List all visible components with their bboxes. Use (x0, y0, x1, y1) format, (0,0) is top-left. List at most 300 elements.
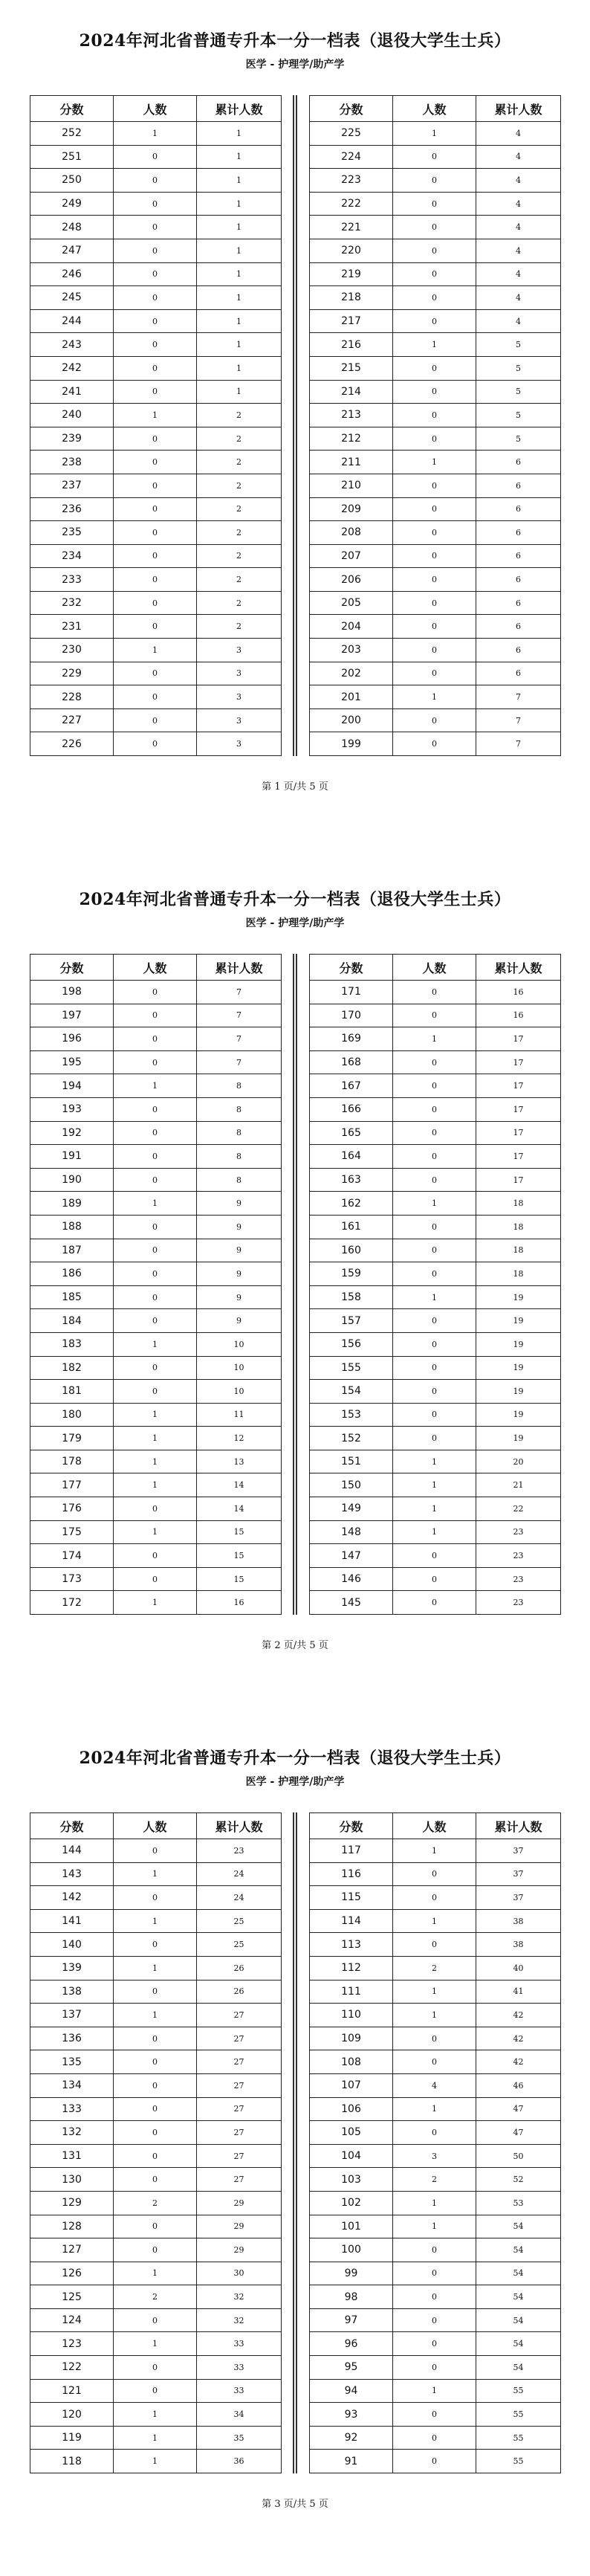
table-row (310, 1050, 561, 1074)
count-cell: 1 (393, 1909, 476, 1933)
table-row (30, 1262, 282, 1286)
score-cell: 170 (310, 1004, 393, 1027)
count-header: 人数 (393, 955, 476, 981)
count-cell: 0 (114, 662, 197, 685)
score-cell: 239 (30, 427, 114, 451)
count-cell: 0 (393, 1168, 476, 1192)
table-row (30, 685, 282, 709)
table-row (310, 1004, 561, 1027)
score-cell: 125 (30, 2285, 114, 2309)
score-cell: 224 (310, 145, 393, 169)
cumulative-cell: 1 (197, 145, 282, 169)
cumulative-cell: 34 (197, 2403, 282, 2427)
count-cell: 0 (114, 333, 197, 357)
table-row (30, 356, 282, 380)
score-cell: 216 (310, 333, 393, 357)
table-row (310, 1839, 561, 1863)
count-cell: 0 (393, 1356, 476, 1380)
cumulative-cell: 25 (197, 1933, 282, 1957)
table-row (30, 262, 282, 286)
cumulative-cell: 15 (197, 1520, 282, 1544)
count-cell: 1 (114, 1520, 197, 1544)
count-cell: 0 (393, 2308, 476, 2332)
cumulative-cell: 21 (476, 1473, 561, 1497)
count-cell: 1 (393, 1520, 476, 1544)
cumulative-cell: 35 (197, 2426, 282, 2450)
page-subtitle: 医学 - 护理学/助产学 (245, 917, 345, 929)
table-header-row (310, 96, 561, 122)
score-cell: 106 (310, 2097, 393, 2121)
score-cell: 180 (30, 1403, 114, 1427)
count-cell: 0 (393, 2238, 476, 2262)
table-row (30, 216, 282, 239)
table-row (310, 1567, 561, 1591)
cumulative-cell: 7 (197, 1027, 282, 1051)
count-cell: 1 (114, 1450, 197, 1473)
table-row (310, 2168, 561, 2192)
table-row (310, 2121, 561, 2145)
count-cell: 1 (393, 2191, 476, 2215)
count-cell: 1 (393, 1473, 476, 1497)
table-row (30, 1332, 282, 1356)
cumulative-cell: 5 (476, 356, 561, 380)
score-cell: 220 (310, 239, 393, 262)
cumulative-cell: 47 (476, 2121, 561, 2145)
score-cell: 115 (310, 1886, 393, 1910)
cumulative-cell: 27 (197, 2168, 282, 2192)
count-cell: 0 (114, 239, 197, 262)
score-cell: 124 (30, 2308, 114, 2332)
score-cell: 193 (30, 1097, 114, 1121)
score-cell: 245 (30, 286, 114, 310)
page-title: 2024年河北省普通专升本一分一档表（退役大学生士兵） (79, 890, 511, 909)
score-cell: 211 (310, 451, 393, 474)
cumulative-cell: 27 (197, 2073, 282, 2097)
cumulative-cell: 9 (197, 1262, 282, 1286)
count-cell: 0 (393, 662, 476, 685)
table-row (30, 2285, 282, 2309)
table-row (30, 1356, 282, 1380)
cumulative-cell: 5 (476, 427, 561, 451)
score-cell: 201 (310, 685, 393, 709)
score-cell: 174 (30, 1544, 114, 1568)
cumulative-header: 累计人数 (476, 955, 561, 981)
table-row (310, 239, 561, 262)
score-cell: 199 (310, 732, 393, 756)
table-row (30, 2191, 282, 2215)
table-row (310, 192, 561, 216)
count-cell: 0 (393, 1215, 476, 1239)
score-cell: 149 (310, 1497, 393, 1521)
cumulative-cell: 6 (476, 521, 561, 545)
cumulative-cell: 18 (476, 1215, 561, 1239)
score-cell: 187 (30, 1239, 114, 1262)
score-cell: 215 (310, 356, 393, 380)
score-cell: 203 (310, 639, 393, 662)
cumulative-cell: 18 (476, 1192, 561, 1216)
table-row (30, 2215, 282, 2238)
score-header: 分数 (30, 96, 114, 122)
score-cell: 154 (310, 1380, 393, 1404)
cumulative-cell: 1 (197, 262, 282, 286)
cumulative-cell: 15 (197, 1544, 282, 1568)
cumulative-cell: 4 (476, 262, 561, 286)
table-header-row (30, 955, 282, 981)
score-cell: 102 (310, 2191, 393, 2215)
cumulative-cell: 33 (197, 2356, 282, 2380)
table-row (310, 356, 561, 380)
score-cell: 195 (30, 1050, 114, 1074)
table-row (30, 1839, 282, 1863)
count-cell: 0 (393, 1262, 476, 1286)
score-cell: 189 (30, 1192, 114, 1216)
cumulative-cell: 29 (197, 2215, 282, 2238)
count-cell: 0 (393, 2050, 476, 2074)
table-row (310, 1544, 561, 1568)
cumulative-cell: 19 (476, 1403, 561, 1427)
table-row (310, 1262, 561, 1286)
table-row (30, 2097, 282, 2121)
table-row (310, 2050, 561, 2074)
count-cell: 0 (393, 239, 476, 262)
cumulative-cell: 20 (476, 1450, 561, 1473)
score-cell: 222 (310, 192, 393, 216)
cumulative-cell: 1 (197, 333, 282, 357)
count-cell: 0 (114, 544, 197, 568)
cumulative-cell: 8 (197, 1097, 282, 1121)
count-cell: 0 (393, 286, 476, 310)
table-row (310, 1192, 561, 1216)
table-row (30, 2004, 282, 2027)
table-row (310, 1450, 561, 1473)
cumulative-cell: 24 (197, 1886, 282, 1910)
table-row (30, 708, 282, 732)
score-cell: 197 (30, 1004, 114, 1027)
cumulative-cell: 16 (197, 1591, 282, 1615)
cumulative-cell: 13 (197, 1450, 282, 1473)
cumulative-cell: 1 (197, 216, 282, 239)
table-row (310, 1933, 561, 1957)
cumulative-cell: 10 (197, 1356, 282, 1380)
cumulative-cell: 7 (197, 1050, 282, 1074)
table-row (310, 732, 561, 756)
cumulative-cell: 6 (476, 615, 561, 639)
count-cell: 0 (114, 1239, 197, 1262)
table-row (310, 544, 561, 568)
count-cell: 0 (114, 145, 197, 169)
table-row (310, 1145, 561, 1169)
score-cell: 138 (30, 1980, 114, 2004)
table-row (310, 2238, 561, 2262)
score-cell: 110 (310, 2004, 393, 2027)
count-cell: 1 (114, 2403, 197, 2427)
score-cell: 146 (310, 1567, 393, 1591)
cumulative-cell: 17 (476, 1121, 561, 1145)
cumulative-cell: 2 (197, 427, 282, 451)
table-row (310, 1239, 561, 1262)
table-row (310, 2262, 561, 2285)
count-cell: 1 (114, 1403, 197, 1427)
score-cell: 130 (30, 2168, 114, 2192)
count-cell: 0 (393, 708, 476, 732)
count-cell: 0 (114, 380, 197, 404)
table-row (30, 1520, 282, 1544)
count-cell: 0 (393, 1544, 476, 1568)
cumulative-cell: 23 (476, 1520, 561, 1544)
score-cell: 165 (310, 1121, 393, 1145)
score-cell: 214 (310, 380, 393, 404)
column-divider (293, 95, 297, 756)
table-row (30, 1004, 282, 1027)
count-cell: 0 (393, 427, 476, 451)
count-cell: 0 (393, 2403, 476, 2427)
table-row (30, 1427, 282, 1450)
count-cell: 2 (114, 2285, 197, 2309)
cumulative-cell: 12 (197, 1427, 282, 1450)
page-subtitle: 医学 - 护理学/助产学 (245, 1776, 345, 1788)
score-cell: 208 (310, 521, 393, 545)
cumulative-header: 累计人数 (197, 955, 282, 981)
table-row (310, 591, 561, 615)
score-cell: 217 (310, 309, 393, 333)
score-cell: 108 (310, 2050, 393, 2074)
count-cell: 1 (393, 1839, 476, 1863)
count-cell: 1 (393, 2215, 476, 2238)
table-row (310, 1520, 561, 1544)
score-cell: 249 (30, 192, 114, 216)
count-cell: 1 (393, 451, 476, 474)
table-row (30, 333, 282, 357)
score-cell: 168 (310, 1050, 393, 1074)
cumulative-cell: 19 (476, 1380, 561, 1404)
cumulative-cell: 32 (197, 2308, 282, 2332)
table-row (310, 662, 561, 685)
table-row (310, 145, 561, 169)
cumulative-cell: 40 (476, 1956, 561, 1980)
count-cell: 0 (114, 2168, 197, 2192)
table-row (310, 708, 561, 732)
table-row (310, 2379, 561, 2403)
score-cell: 101 (310, 2215, 393, 2238)
score-cell: 131 (30, 2144, 114, 2168)
score-cell: 250 (30, 169, 114, 193)
cumulative-cell: 2 (197, 404, 282, 427)
cumulative-cell: 2 (197, 521, 282, 545)
score-cell: 121 (30, 2379, 114, 2403)
cumulative-cell: 22 (476, 1497, 561, 1521)
cumulative-cell: 38 (476, 1933, 561, 1957)
score-header: 分数 (30, 955, 114, 981)
page-title: 2024年河北省普通专升本一分一档表（退役大学生士兵） (79, 31, 511, 51)
score-cell: 157 (310, 1309, 393, 1333)
score-cell: 152 (310, 1427, 393, 1450)
count-cell: 0 (393, 1004, 476, 1027)
score-cell: 156 (310, 1332, 393, 1356)
table-row (30, 2168, 282, 2192)
count-cell: 1 (393, 1450, 476, 1473)
count-cell: 0 (393, 639, 476, 662)
table-row (30, 1909, 282, 1933)
cumulative-cell: 2 (197, 474, 282, 497)
count-cell: 0 (114, 1004, 197, 1027)
count-cell: 0 (393, 497, 476, 521)
table-row (30, 615, 282, 639)
score-cell: 185 (30, 1285, 114, 1309)
cumulative-cell: 17 (476, 1145, 561, 1169)
table-row (310, 1121, 561, 1145)
score-cell: 153 (310, 1403, 393, 1427)
count-cell: 1 (393, 2004, 476, 2027)
score-cell: 247 (30, 239, 114, 262)
table-row (30, 1074, 282, 1098)
count-cell: 0 (393, 1332, 476, 1356)
count-cell: 0 (393, 145, 476, 169)
count-cell: 1 (114, 1909, 197, 1933)
count-cell: 0 (114, 1544, 197, 1568)
table-row (310, 615, 561, 639)
score-cell: 129 (30, 2191, 114, 2215)
count-cell: 0 (114, 1145, 197, 1169)
table-row (30, 122, 282, 146)
count-cell: 0 (393, 2285, 476, 2309)
score-cell: 241 (30, 380, 114, 404)
cumulative-cell: 8 (197, 1074, 282, 1098)
table-row (310, 1427, 561, 1450)
score-cell: 230 (30, 639, 114, 662)
score-cell: 181 (30, 1380, 114, 1404)
count-cell: 0 (393, 2027, 476, 2050)
count-cell: 0 (393, 1074, 476, 1098)
cumulative-cell: 29 (197, 2191, 282, 2215)
count-cell: 0 (114, 2073, 197, 2097)
score-cell: 116 (310, 1862, 393, 1886)
table-row (30, 1980, 282, 2004)
count-cell: 0 (393, 615, 476, 639)
count-cell: 0 (114, 1285, 197, 1309)
score-header: 分数 (310, 1813, 393, 1839)
score-cell: 96 (310, 2332, 393, 2356)
cumulative-cell: 1 (197, 169, 282, 193)
count-cell: 0 (114, 1933, 197, 1957)
score-cell: 97 (310, 2308, 393, 2332)
score-cell: 123 (30, 2332, 114, 2356)
table-row (30, 2238, 282, 2262)
score-cell: 117 (310, 1839, 393, 1863)
table-row (30, 732, 282, 756)
count-cell: 0 (114, 1309, 197, 1333)
page-footer: 第 3 页/共 5 页 (262, 2499, 328, 2511)
score-cell: 235 (30, 521, 114, 545)
table-row (30, 1145, 282, 1169)
right-score-table (309, 95, 561, 756)
cumulative-header: 累计人数 (197, 1813, 282, 1839)
table-row (310, 380, 561, 404)
score-cell: 95 (310, 2356, 393, 2380)
table-row (30, 192, 282, 216)
count-cell: 1 (114, 122, 197, 146)
count-cell: 1 (393, 2097, 476, 2121)
score-cell: 223 (310, 169, 393, 193)
score-cell: 243 (30, 333, 114, 357)
cumulative-cell: 4 (476, 122, 561, 146)
cumulative-cell: 54 (476, 2308, 561, 2332)
table-row (310, 1862, 561, 1886)
table-row (310, 427, 561, 451)
count-cell: 0 (114, 2097, 197, 2121)
score-cell: 182 (30, 1356, 114, 1380)
table-row (30, 544, 282, 568)
cumulative-cell: 7 (476, 685, 561, 709)
count-cell: 1 (114, 1591, 197, 1615)
table-row (310, 497, 561, 521)
table-row (310, 309, 561, 333)
score-cell: 236 (30, 497, 114, 521)
count-cell: 0 (114, 474, 197, 497)
left-score-table (30, 95, 282, 756)
cumulative-cell: 52 (476, 2168, 561, 2192)
score-header: 分数 (310, 96, 393, 122)
score-cell: 104 (310, 2144, 393, 2168)
score-cell: 228 (30, 685, 114, 709)
cumulative-cell: 19 (476, 1332, 561, 1356)
table-row (310, 2356, 561, 2380)
cumulative-cell: 6 (476, 451, 561, 474)
cumulative-cell: 25 (197, 1909, 282, 1933)
count-cell: 0 (114, 1121, 197, 1145)
table-row (310, 122, 561, 146)
table-row (310, 1591, 561, 1615)
count-header: 人数 (114, 1813, 197, 1839)
count-cell: 0 (393, 356, 476, 380)
cumulative-cell: 23 (197, 1839, 282, 1863)
cumulative-header: 累计人数 (476, 96, 561, 122)
page-1 (0, 0, 590, 859)
cumulative-cell: 14 (197, 1497, 282, 1521)
table-row (30, 2073, 282, 2097)
count-cell: 0 (393, 1567, 476, 1591)
score-cell: 244 (30, 309, 114, 333)
table-row (310, 1285, 561, 1309)
cumulative-cell: 54 (476, 2285, 561, 2309)
score-cell: 218 (310, 286, 393, 310)
table-row (310, 333, 561, 357)
cumulative-cell: 23 (476, 1544, 561, 1568)
score-cell: 150 (310, 1473, 393, 1497)
table-row (310, 2285, 561, 2309)
cumulative-cell: 4 (476, 309, 561, 333)
count-cell: 0 (393, 591, 476, 615)
count-cell: 1 (114, 1332, 197, 1356)
cumulative-cell: 14 (197, 1473, 282, 1497)
count-cell: 0 (393, 1239, 476, 1262)
score-cell: 194 (30, 1074, 114, 1098)
cumulative-cell: 1 (197, 122, 282, 146)
cumulative-cell: 5 (476, 380, 561, 404)
cumulative-cell: 54 (476, 2262, 561, 2285)
score-cell: 114 (310, 1909, 393, 1933)
count-cell: 1 (393, 685, 476, 709)
score-cell: 238 (30, 451, 114, 474)
count-cell: 1 (114, 2262, 197, 2285)
cumulative-cell: 37 (476, 1886, 561, 1910)
cumulative-cell: 23 (476, 1567, 561, 1591)
table-row (310, 1168, 561, 1192)
cumulative-cell: 5 (476, 404, 561, 427)
score-cell: 183 (30, 1332, 114, 1356)
cumulative-cell: 17 (476, 1097, 561, 1121)
cumulative-cell: 7 (476, 732, 561, 756)
count-cell: 0 (393, 544, 476, 568)
